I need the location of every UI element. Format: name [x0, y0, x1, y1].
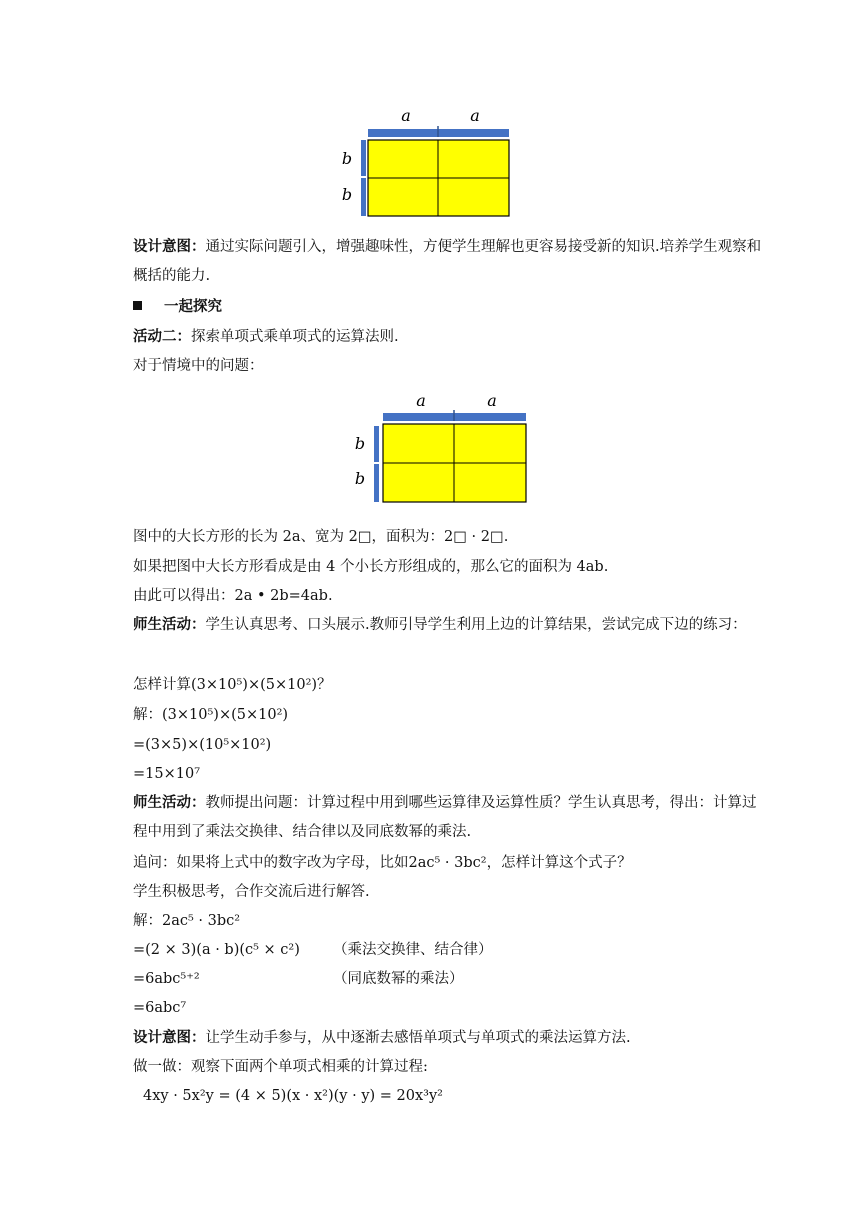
label-b-top: b [354, 434, 366, 453]
figure-1 [330, 104, 520, 220]
design-intent-1 [133, 232, 763, 291]
label-a-right: a [470, 106, 480, 125]
section-title: 一起探究 [164, 298, 222, 315]
figure-2 [346, 389, 536, 505]
brace-top-right [454, 413, 526, 421]
brace-left-top [361, 140, 366, 176]
teacher-activity-2 [133, 788, 763, 847]
brace-left-bottom [374, 464, 379, 502]
final-equation: 4xy · 5x²y = (4 × 5)(x · x²)(y · y) = 20x³y² [143, 1088, 443, 1104]
design-intent-label: 设计意图： [133, 1029, 206, 1046]
label-b-top: b [341, 149, 353, 168]
activity-label: 活动二： [133, 328, 191, 345]
label-b-bottom: b [341, 185, 353, 204]
teacher-activity-text: 教师提出问题：计算过程中用到哪些运算律及运算性质？学生认真思考，得出：计算过程中用到了乘法交换律、结合律以及同底数幂的乘法. [133, 795, 757, 840]
solution-2-line-4: =6abc⁷ [133, 1000, 187, 1016]
students-text: 学生积极思考，合作交流后进行解答. [133, 884, 370, 900]
situation-text: 对于情境中的问题： [133, 358, 264, 374]
activity-2 [133, 327, 399, 347]
followup-question: 追问：如果将上式中的数字改为字母，比如2ac⁵ · 3bc²，怎样计算这个式子？ [133, 855, 632, 871]
brace-top-left [368, 129, 438, 137]
brace-left-bottom [361, 178, 366, 216]
design-intent-label: 设计意图： [133, 238, 206, 255]
solution-2-note-1: （乘法交换律、结合律） [333, 942, 493, 958]
big-rectangle-text: 图中的大长方形的长为 2a、宽为 2□，面积为：2□ · 2□. [133, 529, 509, 545]
brace-left-top [374, 426, 379, 462]
derive-text: 由此可以得出：2a • 2b=4ab. [133, 588, 333, 604]
solution-1-line-2: =(3×5)×(10⁵×10²) [133, 737, 272, 753]
try-it-text: 做一做：观察下面两个单项式相乘的计算过程: [133, 1059, 428, 1075]
solution-2-note-2: （同底数幂的乘法） [333, 971, 464, 987]
section-heading [133, 297, 222, 317]
solution-2-line-1: 解：2ac⁵ · 3bc² [133, 913, 241, 929]
question-compute: 怎样计算(3×10⁵)×(5×10²)？ [133, 677, 332, 693]
label-b-bottom: b [354, 469, 366, 488]
teacher-activity-text: 学生认真思考、口头展示.教师引导学生利用上边的计算结果，尝试完成下边的练习： [205, 617, 747, 633]
teacher-activity-label: 师生活动： [133, 616, 206, 633]
activity-text: 探索单项式乘单项式的运算法则. [191, 329, 399, 345]
label-a-right: a [487, 391, 497, 410]
design-intent-text: 通过实际问题引入，增强趣味性，方便学生理解也更容易接受新的知识.培养学生观察和概括的能力. [133, 239, 762, 284]
brace-top-left [383, 413, 454, 421]
design-intent-2 [133, 1028, 631, 1048]
solution-1-line-1: 解：(3×10⁵)×(5×10²) [133, 707, 289, 723]
design-intent-text: 让学生动手参与，从中逐渐去感悟单项式与单项式的乘法运算方法. [205, 1030, 631, 1046]
brace-top-right [438, 129, 509, 137]
label-a-left: a [401, 106, 411, 125]
teacher-activity-1 [133, 610, 763, 640]
label-a-left: a [416, 391, 426, 410]
solution-2-line-3: =6abc⁵⁺² [133, 971, 200, 987]
solution-1-line-3: =15×10⁷ [133, 766, 201, 782]
four-small-rectangles-text: 如果把图中大长方形看成是由 4 个小长方形组成的，那么它的面积为 4ab. [133, 559, 609, 575]
bullet-square-icon [133, 301, 142, 310]
teacher-activity-label: 师生活动： [133, 794, 206, 811]
solution-2-line-2: =(2 × 3)(a · b)(c⁵ × c²) [133, 942, 300, 958]
